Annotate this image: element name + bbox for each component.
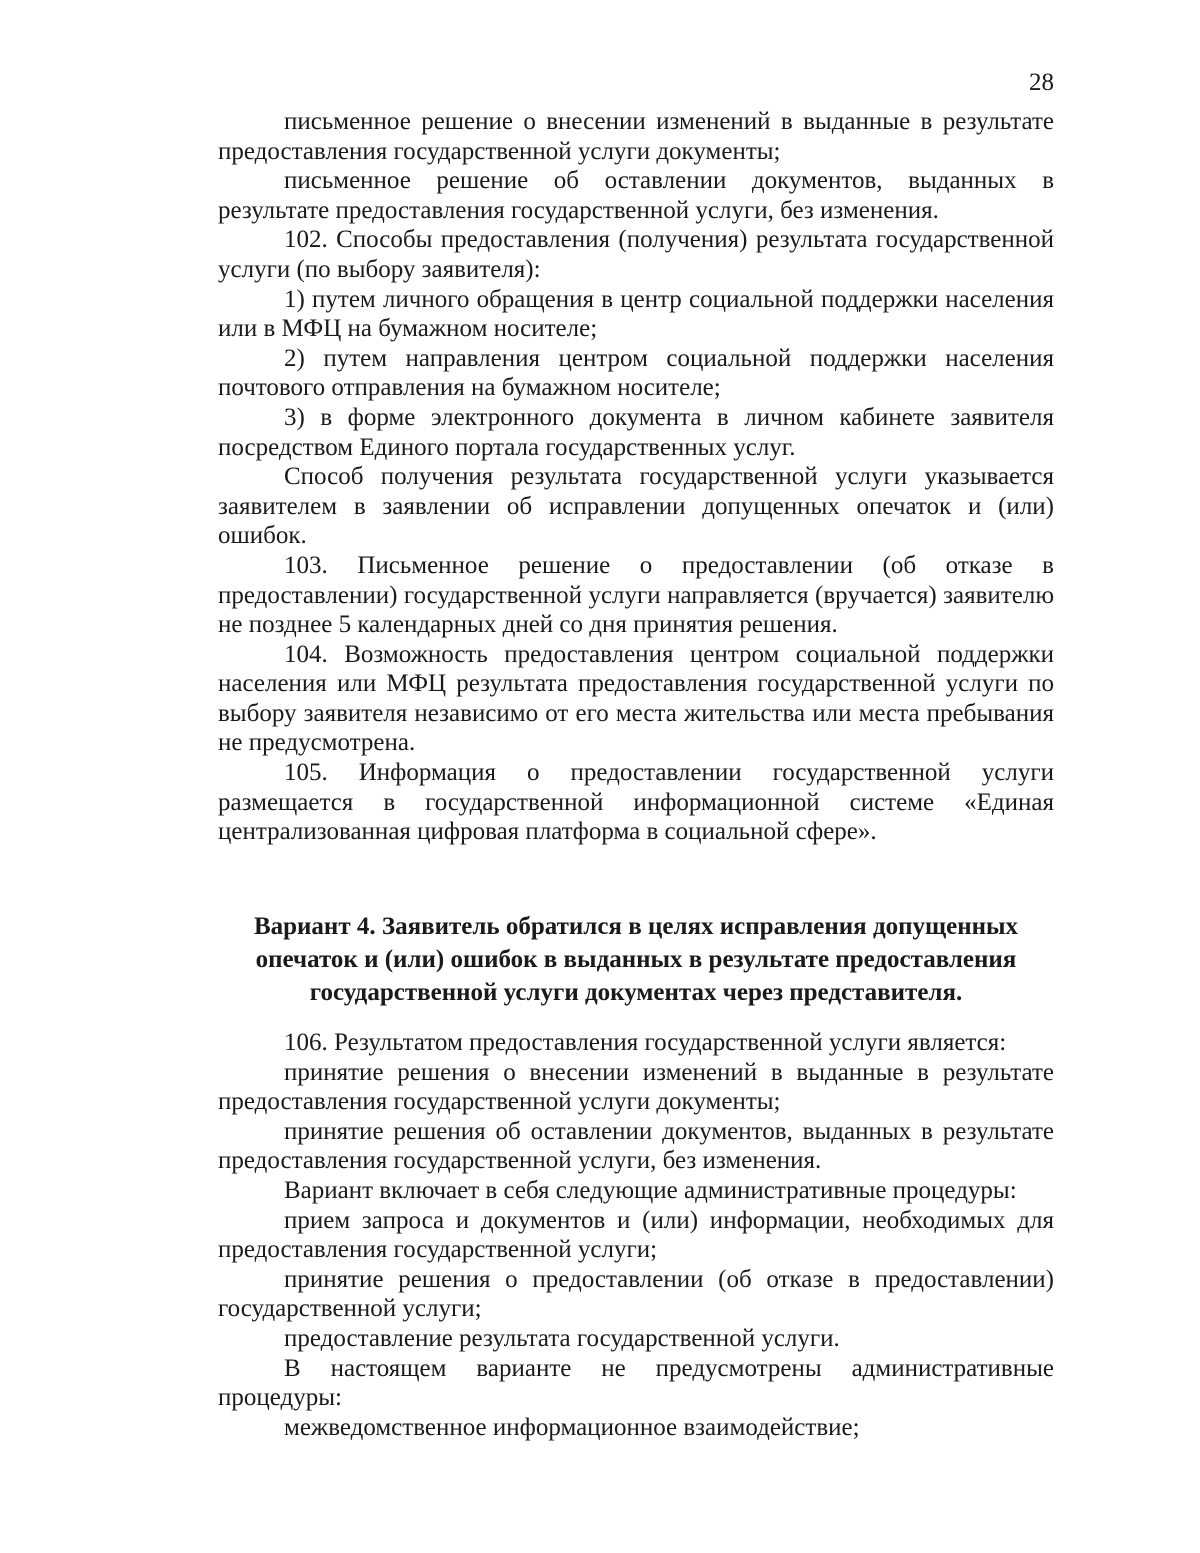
- paragraph: принятие решения об оставлении документов, выданных в результате предоставления государственной услуги, без изменения.: [218, 1117, 1054, 1175]
- paragraph: принятие решения о предоставлении (об отказе в предоставлении) государственной услуги;: [218, 1265, 1054, 1323]
- paragraph-106: 106. Результатом предоставления государственной услуги является:: [284, 1029, 1007, 1056]
- paragraph: Способ получения результата государственной услуги указывается заявителем в заявлении об исправлении допущенных опечаток и (или) ошибок.: [218, 463, 1054, 550]
- section-results-variant-3: [218, 107, 1054, 847]
- paragraph: письменное решение о внесении изменений в выданные в результате предоставления государственной услуги документы;: [218, 108, 1054, 165]
- paragraph-104: 104. Возможность предоставления центром социальной поддержки населения или МФЦ результата предоставления государственной услуги по выбору заявителя независимо от его места жительства или места пребывания не предусмотрена.: [218, 640, 1054, 757]
- paragraph: предоставление результата государственной услуги.: [284, 1324, 840, 1352]
- list-item-2: 2) путем направления центром социальной поддержки населения почтового отправления на бумажном носителе;: [218, 344, 1054, 402]
- list-item-1: 1) путем личного обращения в центр социальной поддержки населения или в МФЦ на бумажном носителе;: [218, 285, 1054, 343]
- page-number: 28: [1029, 69, 1054, 96]
- heading-line: Вариант 4. Заявитель обратился в целях исправления допущенных: [253, 913, 1019, 940]
- section-heading-variant-4: [218, 910, 1054, 1009]
- paragraph: межведомственное информационное взаимодействие;: [284, 1413, 860, 1441]
- paragraph-103: 103. Письменное решение о предоставлении (об отказе в предоставлении) государственной услуги направляется (вручается) заявителю не позднее 5 календарных дней со дня принятия решения.: [218, 551, 1054, 639]
- paragraph-105: 105. Информация о предоставлении государственной услуги размещается в государственной информационной системе «Единая централизованная цифровая платформа в социальной сфере».: [218, 759, 1054, 846]
- heading-line: государственной услуги документах через представителя.: [309, 979, 963, 1006]
- paragraph: В настоящем варианте не предусмотрены административные процедуры:: [218, 1354, 1054, 1412]
- list-item-3: 3) в форме электронного документа в личном кабинете заявителя посредством Единого портала государственных услуг.: [218, 403, 1054, 461]
- section-variant-4-body: [218, 1028, 1054, 1442]
- paragraph: письменное решение об оставлении документов, выданных в результате предоставления государственной услуги, без изменения.: [218, 167, 1054, 224]
- heading-line: опечаток и (или) ошибок в выданных в результате предоставления: [255, 946, 1017, 973]
- paragraph: Вариант включает в себя следующие административные процедуры:: [284, 1176, 1017, 1204]
- paragraph-102: 102. Способы предоставления (получения) результата государственной услуги (по выбору заявителя):: [218, 226, 1054, 283]
- paragraph: прием запроса и документов и (или) информации, необходимых для предоставления государственной услуги;: [218, 1206, 1054, 1264]
- paragraph: принятие решения о внесении изменений в выданные в результате предоставления государственной услуги документы;: [218, 1058, 1054, 1116]
